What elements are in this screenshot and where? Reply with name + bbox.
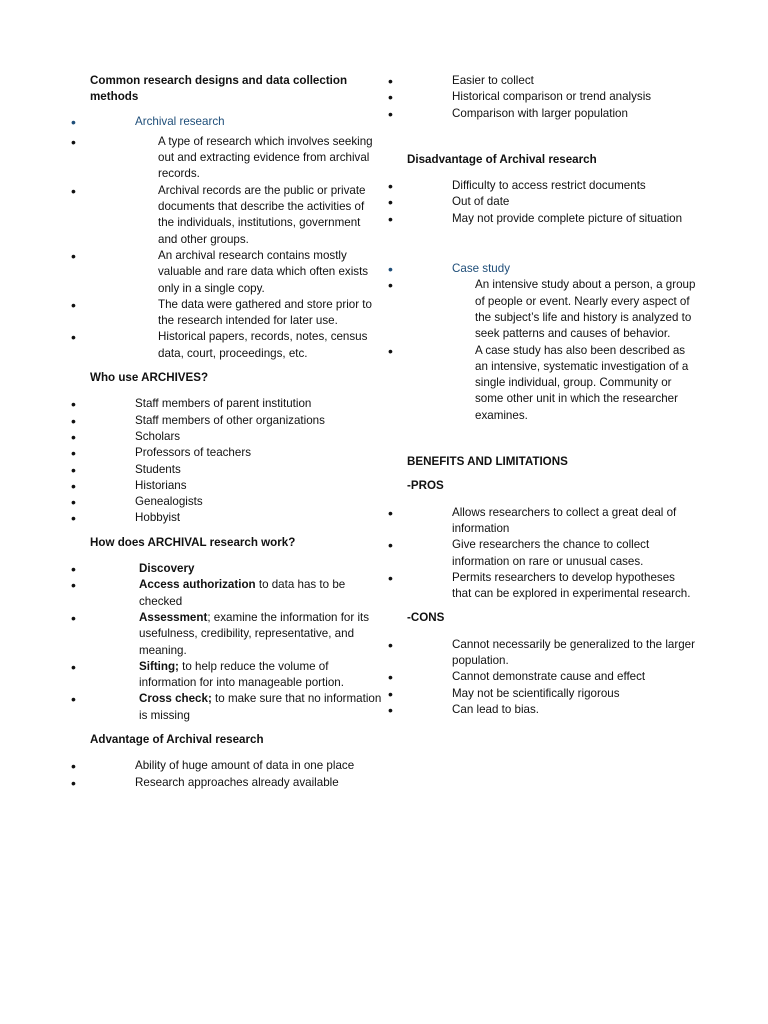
list-item: • May not be scientifically rigorous: [407, 686, 697, 702]
list-item: • Cannot necessarily be generalized to the larger population.: [407, 637, 697, 670]
who-use-archives-heading: Who use ARCHIVES?: [90, 371, 209, 385]
list-item: • Out of date: [407, 194, 697, 210]
step-term: Discovery: [139, 562, 195, 576]
archival-point: • Archival records are the public or private documents that describe the activities of the individuals, institutions, government and other groups.: [90, 183, 382, 248]
cons-list: [407, 637, 697, 718]
disadvantage-heading: Disadvantage of Archival research: [407, 152, 597, 166]
list-item: • Ability of huge amount of data in one place: [90, 758, 382, 774]
archival-point: • Historical papers, records, notes, census data, court, proceedings, etc.: [90, 329, 382, 362]
step-item: [90, 610, 382, 659]
list-item: • Comparison with larger population: [407, 106, 697, 122]
step-item: [90, 659, 382, 692]
list-item: • Permits researchers to develop hypotheses that can be explored in experimental research.: [407, 570, 697, 603]
cons-label: -CONS: [407, 611, 445, 625]
list-item: • Can lead to bias.: [407, 702, 697, 718]
how-archival-works-list: [90, 561, 382, 724]
archival-point: • A type of research which involves seeking out and extracting evidence from archival records.: [90, 134, 382, 183]
step-description: ; examine the information for its usefulness, credibility, representative, and meaning.: [139, 610, 370, 657]
advantage-heading: Advantage of Archival research: [90, 732, 264, 746]
list-item: • Scholars: [90, 429, 382, 445]
case-study-point: • A case study has also been described as an intensive, systematic investigation of a single individual, group. Community or some other unit in which the researcher examines.: [407, 343, 697, 424]
archival-research-points: [90, 134, 382, 362]
list-item: • Difficulty to access restrict documents: [407, 178, 697, 194]
benefits-limitations-heading: BENEFITS AND LIMITATIONS: [407, 455, 568, 469]
pros-label: -PROS: [407, 479, 444, 493]
step-description: to data has to be checked: [139, 578, 346, 608]
list-item: • Students: [90, 462, 382, 478]
list-item: • Allows researchers to collect a great deal of information: [407, 505, 697, 538]
case-study-section: [407, 261, 697, 277]
left-column: [90, 73, 382, 791]
list-item: • Professors of teachers: [90, 445, 382, 461]
list-item: • Staff members of other organizations: [90, 413, 382, 429]
advantage-continued-list: [407, 73, 697, 122]
how-archival-works-heading: How does ARCHIVAL research work?: [90, 535, 296, 549]
list-item: • Easier to collect: [407, 73, 697, 89]
step-term: Cross check;: [139, 692, 212, 706]
disadvantage-list: [407, 178, 697, 227]
step-term: Sifting;: [139, 659, 179, 673]
step-item: [90, 691, 382, 724]
step-description: to make sure that no information is missing: [139, 692, 382, 722]
archival-point: • The data were gathered and store prior to the research intended for later use.: [90, 297, 382, 330]
list-item: • Give researchers the chance to collect information on rare or unusual cases.: [407, 537, 697, 570]
step-item: [90, 577, 382, 610]
archival-research-section: [90, 114, 382, 130]
archival-point: • An archival research contains mostly valuable and rare data which often exists only in a single copy.: [90, 248, 382, 297]
list-item: • Research approaches already available: [90, 775, 382, 791]
right-column: [407, 73, 697, 718]
list-item: • Staff members of parent institution: [90, 396, 382, 412]
document-title: Common research designs and data collection methods: [90, 74, 348, 104]
who-use-archives-list: [90, 396, 382, 526]
list-item: • Cannot demonstrate cause and effect: [407, 669, 697, 685]
case-study-point: • An intensive study about a person, a group of people or event. Nearly every aspect of the subject’s life and history is analyzed to seek patterns and causes of behavior.: [407, 277, 697, 342]
list-item: • May not provide complete picture of situation: [407, 211, 697, 227]
list-item: • Historians: [90, 478, 382, 494]
list-item: • Hobbyist: [90, 510, 382, 526]
step-term: Assessment: [139, 610, 208, 624]
list-item: • Historical comparison or trend analysis: [407, 89, 697, 105]
pros-list: [407, 505, 697, 603]
case-study-label: • Case study: [407, 261, 697, 277]
archival-research-label: • Archival research: [90, 114, 382, 130]
advantage-list: [90, 758, 382, 791]
case-study-points: [407, 277, 697, 424]
list-item: • Genealogists: [90, 494, 382, 510]
step-term: Access authorization: [139, 578, 256, 592]
step-item: [90, 561, 382, 577]
step-description: to help reduce the volume of information for into manageable portion.: [139, 659, 344, 690]
